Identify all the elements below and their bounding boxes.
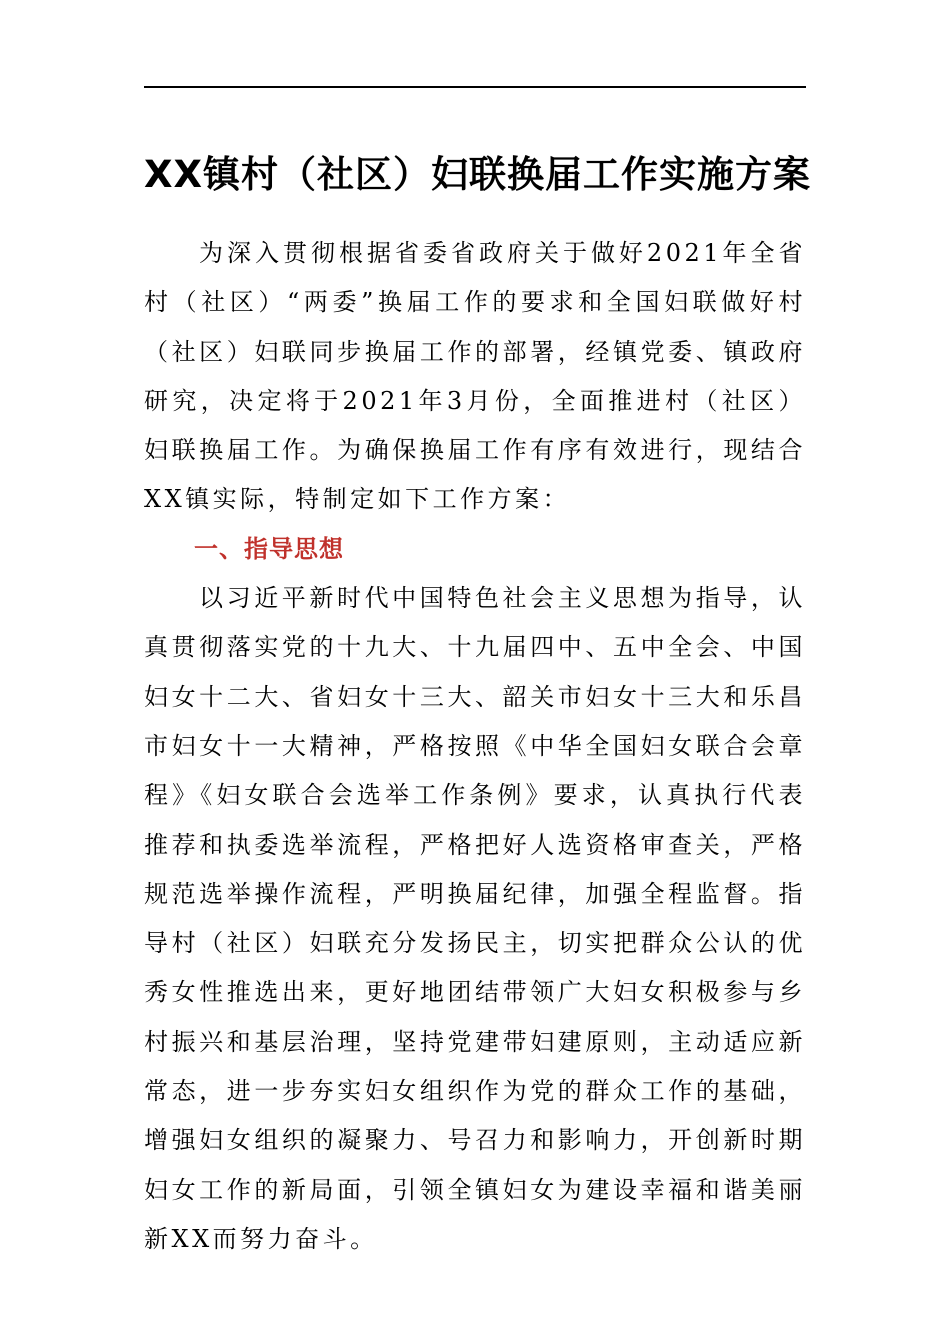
section-heading-guiding-ideology: 一、指导思想 [194,534,344,563]
intro-paragraph: 为深入贯彻根据省委省政府关于做好2021年全省村（社区）“两委”换届工作的要求和全国妇联做好村（社区）妇联同步换届工作的部署，经镇党委、镇政府研究，决定将于2021年3月份，全面推进村（社区）妇联换届工作。为确保换届工作有序有效进行，现结合XX镇实际，特制定如下工作方案： [144,239,806,514]
document-body [144,229,806,1264]
header-rule [144,86,806,88]
section-paragraph-guiding-ideology: 以习近平新时代中国特色社会主义思想为指导，认真贯彻落实党的十九大、十九届四中、五中全会、中国妇女十二大、省妇女十三大、韶关市妇女十三大和乐昌市妇女十一大精神，严格按照《中华全国妇女联合会章程》《妇女联合会选举工作条例》要求，认真执行代表推荐和执委选举流程，严格把好人选资格审查关，严格规范选举操作流程，严明换届纪律，加强全程监督。指导村（社区）妇联充分发扬民主，切实把群众公认的优秀女性推选出来，更好地团结带领广大妇女积极参与乡村振兴和基层治理，坚持党建带妇建原则，主动适应新常态，进一步夯实妇女组织作为党的群众工作的基础，增强妇女组织的凝聚力、号召力和影响力，开创新时期妇女工作的新局面，引领全镇妇女为建设幸福和谐美丽新XX而努力奋斗。 [144,584,806,1253]
document-title: XX镇村（社区）妇联换届工作实施方案 [144,153,812,196]
